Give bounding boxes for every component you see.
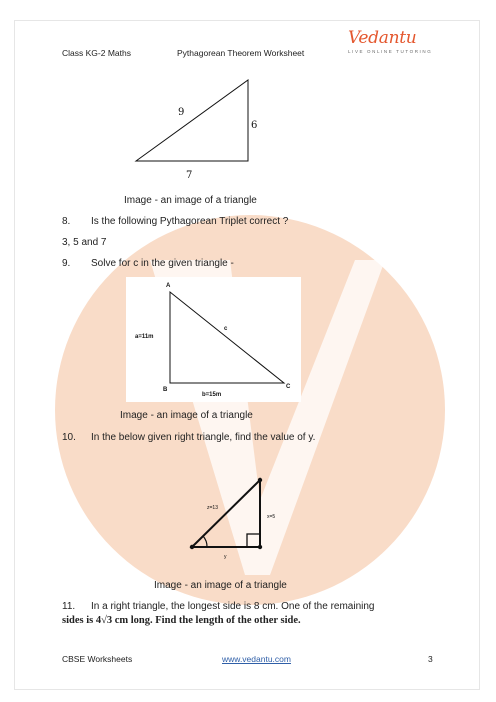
logo-word: Vedantu (348, 28, 417, 48)
vertex-dot (258, 478, 262, 482)
question-9 (62, 258, 234, 269)
right-angle-mark (247, 534, 260, 547)
side-a-label: a=11m (135, 334, 154, 340)
footer-link[interactable]: www.vedantu.com (222, 654, 291, 664)
question-11 (62, 601, 375, 612)
vertex-dot (190, 545, 194, 549)
question-text-line1: In a right triangle, the longest side is 8 cm. One of the remaining (91, 601, 375, 612)
figure1-caption: Image - an image of a triangle (124, 195, 257, 206)
side-c-label: c (224, 326, 228, 332)
vertex-c: C (286, 384, 291, 390)
vedantu-logo (348, 30, 436, 54)
page-number: 3 (428, 654, 433, 664)
side-y-label: y (224, 554, 227, 560)
vertex-b: B (163, 387, 168, 393)
figure-triangle-1 (120, 72, 270, 187)
figure3-caption: Image - an image of a triangle (154, 580, 287, 591)
question-10 (62, 432, 315, 443)
side-label-hyp: 9 (178, 107, 185, 118)
question-number: 10. (62, 432, 76, 443)
question-text: Is the following Pythagorean Triplet correct ? (91, 216, 289, 227)
angle-arc (203, 536, 207, 547)
question-11-line2: sides is 4√3 cm long. Find the length of the other side. (62, 615, 301, 626)
hyp-label: z=13 (207, 505, 218, 511)
vertex-a: A (166, 283, 171, 289)
triangle-shape (192, 480, 260, 547)
logo-tagline: LIVE ONLINE TUTORING (348, 49, 433, 54)
side-label-vertical: 6 (251, 120, 258, 131)
vertex-dot (258, 545, 262, 549)
question-8 (62, 216, 288, 227)
header-title: Pythagorean Theorem Worksheet (177, 48, 305, 58)
side-b-label: b=15m (202, 392, 222, 398)
figure2-caption: Image - an image of a triangle (120, 410, 253, 421)
question-number: 11. (62, 601, 76, 612)
side-label-base: 7 (186, 170, 193, 181)
footer-link-wrap (222, 654, 291, 664)
question-number: 8. (62, 216, 71, 227)
question-8-answer-line: 3, 5 and 7 (62, 237, 107, 248)
question-text: Solve for c in the given triangle - (91, 258, 234, 269)
header-class: Class KG-2 Maths (62, 48, 131, 58)
figure-background (130, 74, 252, 164)
figure-triangle-3 (180, 472, 280, 562)
side-x-label: x=5 (267, 514, 276, 520)
footer-left: CBSE Worksheets (62, 654, 133, 664)
figure-triangle-2 (126, 277, 301, 402)
question-number: 9. (62, 258, 71, 269)
question-text: In the below given right triangle, find the value of y. (91, 432, 316, 443)
